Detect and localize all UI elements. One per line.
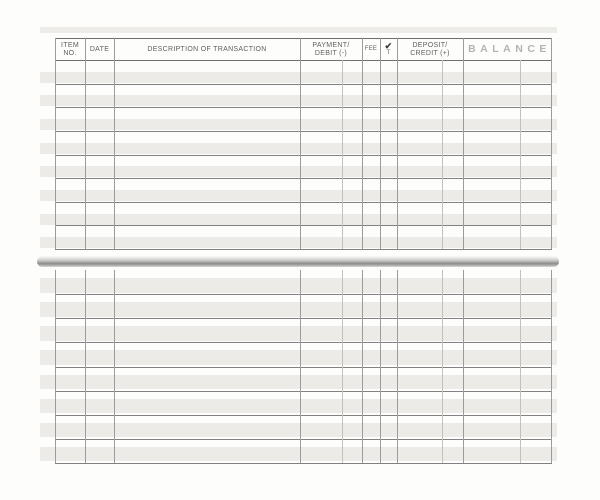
column-rule [380,270,381,463]
column-rule [362,38,363,249]
register-table-bottom [55,270,552,463]
checkmark-icon: ✔ [384,41,393,52]
column-rule [114,270,115,463]
column-rule [551,38,552,249]
column-rule [551,270,552,463]
binding-bar [37,256,559,267]
column-header-payment-line1: PAYMENT/ [312,42,350,49]
column-header-payment-line2: DEBIT (-) [314,49,348,57]
cents-divider-rule [342,60,343,249]
table-top-border [55,38,552,39]
row-boundary-rule [55,131,552,132]
column-header-check-t [380,39,397,60]
column-header-item-no-line2: NO. [63,49,77,57]
column-header-item-no-line1: ITEM [61,42,79,49]
register-table-top [55,38,552,249]
column-header-description [114,39,300,60]
column-header-deposit [397,39,463,60]
row-boundary-rule [55,178,552,179]
cents-divider-rule [442,270,443,463]
row-boundary-rule [55,155,552,156]
column-rule [362,270,363,463]
row-boundary-rule [55,202,552,203]
column-rule [463,270,464,463]
row-boundary-rule [55,225,552,226]
column-rule [55,38,56,249]
header-bottom-rule [55,60,552,61]
column-header-payment [300,39,362,60]
column-header-date [85,39,114,60]
row-boundary-rule [55,415,552,416]
column-rule [114,38,115,249]
row-boundary-rule [55,367,552,368]
row-boundary-rule [55,294,552,295]
row-boundary-rule [55,439,552,440]
column-rule [55,270,56,463]
column-rule [397,38,398,249]
column-header-balance-label: BALANCE [468,43,551,55]
cents-divider-rule [442,60,443,249]
row-boundary-rule [55,84,552,85]
column-header-fee [362,39,380,60]
column-rule [380,38,381,249]
column-rule [463,38,464,249]
column-rule [85,270,86,463]
top-shading-band [40,27,557,33]
row-boundary-rule [55,249,552,250]
column-rule [300,38,301,249]
column-header-description-label: DESCRIPTION OF TRANSACTION [147,45,267,53]
column-rule [397,270,398,463]
column-header-deposit-line2: CREDIT (+) [410,49,450,57]
row-boundary-rule [55,391,552,392]
row-boundary-rule [55,342,552,343]
cents-divider-rule [342,270,343,463]
column-rule [300,270,301,463]
cents-divider-rule [520,270,521,463]
row-boundary-rule [55,318,552,319]
column-header-check-t-label: T [386,49,391,57]
row-boundary-rule [55,463,552,464]
row-boundary-rule [55,107,552,108]
column-header-deposit-line1: DEPOSIT/ [412,42,448,49]
cents-divider-rule [520,60,521,249]
column-header-date-label: DATE [89,45,110,53]
column-header-fee-label: FEE [364,45,378,52]
column-header-item-no [55,39,85,60]
column-rule [85,38,86,249]
column-header-balance [463,39,552,60]
